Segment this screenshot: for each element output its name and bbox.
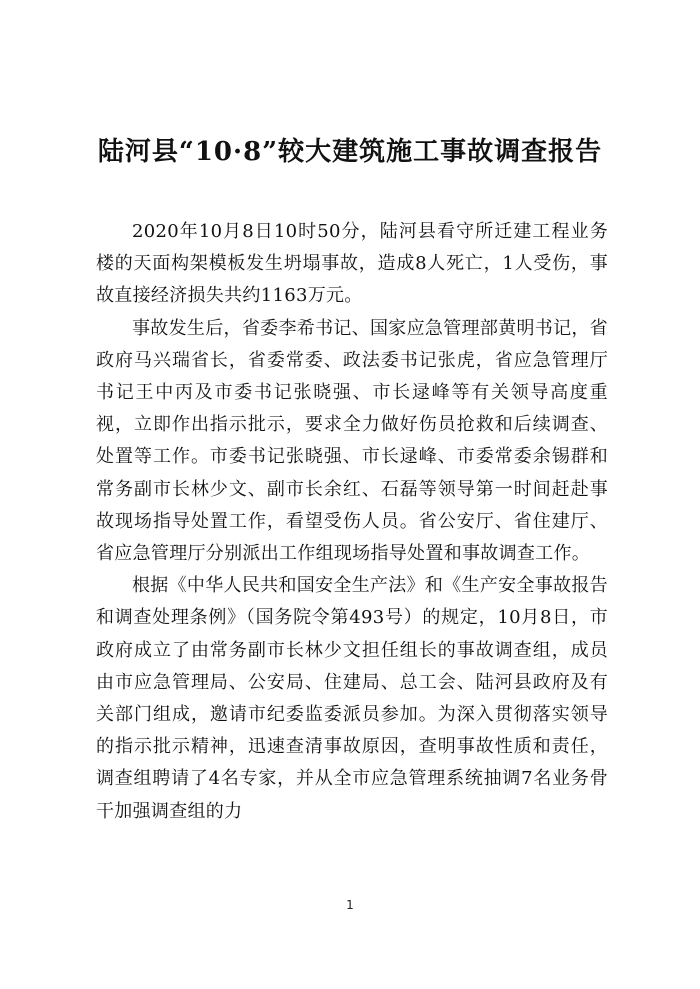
paragraph-3: 根据《中华人民共和国安全生产法》和《生产安全事故报告和调查处理条例》（国务院令第493号）的规定，10月8日，市政府成立了由常务副市长林少文担任组长的事故调查组，成员由市应急管理局、公安局、住建局、总工会、陆河县政府及有关部门组成，邀请市纪委监委派员参加。为深入贯彻落实领导的指示批示精神，迅速查清事故原因，查明事故性质和责任，调查组聘请了4名专家，并从全市应急管理系统抽调7名业务骨干加强调查组的力: [96, 575, 608, 822]
page-number: 1: [346, 898, 354, 912]
paragraph-2: 事故发生后，省委李希书记、国家应急管理部黄明书记，省政府马兴瑞省长，省委常委、政法委书记张虎，省应急管理厅书记王中丙及市委书记张晓强、市长逯峰等有关领导高度重视，立即作出指示批示，要求全力做好伤员抢救和后续调查、处置等工作。市委书记张晓强、市长逯峰、市委常委余锡群和常务副市长林少文、副市长余红、石磊等领导第一时间赶赴事故现场指导处置工作，看望受伤人员。省公安厅、省住建厅、省应急管理厅分别派出工作组现场指导处置和事故调查工作。: [96, 317, 608, 565]
paragraph-1: 2020年10月8日10时50分，陆河县看守所迁建工程业务楼的天面构架模板发生坍塌事故，造成8人死亡，1人受伤，事故直接经济损失共约1163万元。: [96, 221, 608, 307]
document-body: [96, 216, 608, 828]
page-title: 陆河县“10·8”较大建筑施工事故调查报告: [97, 137, 603, 167]
